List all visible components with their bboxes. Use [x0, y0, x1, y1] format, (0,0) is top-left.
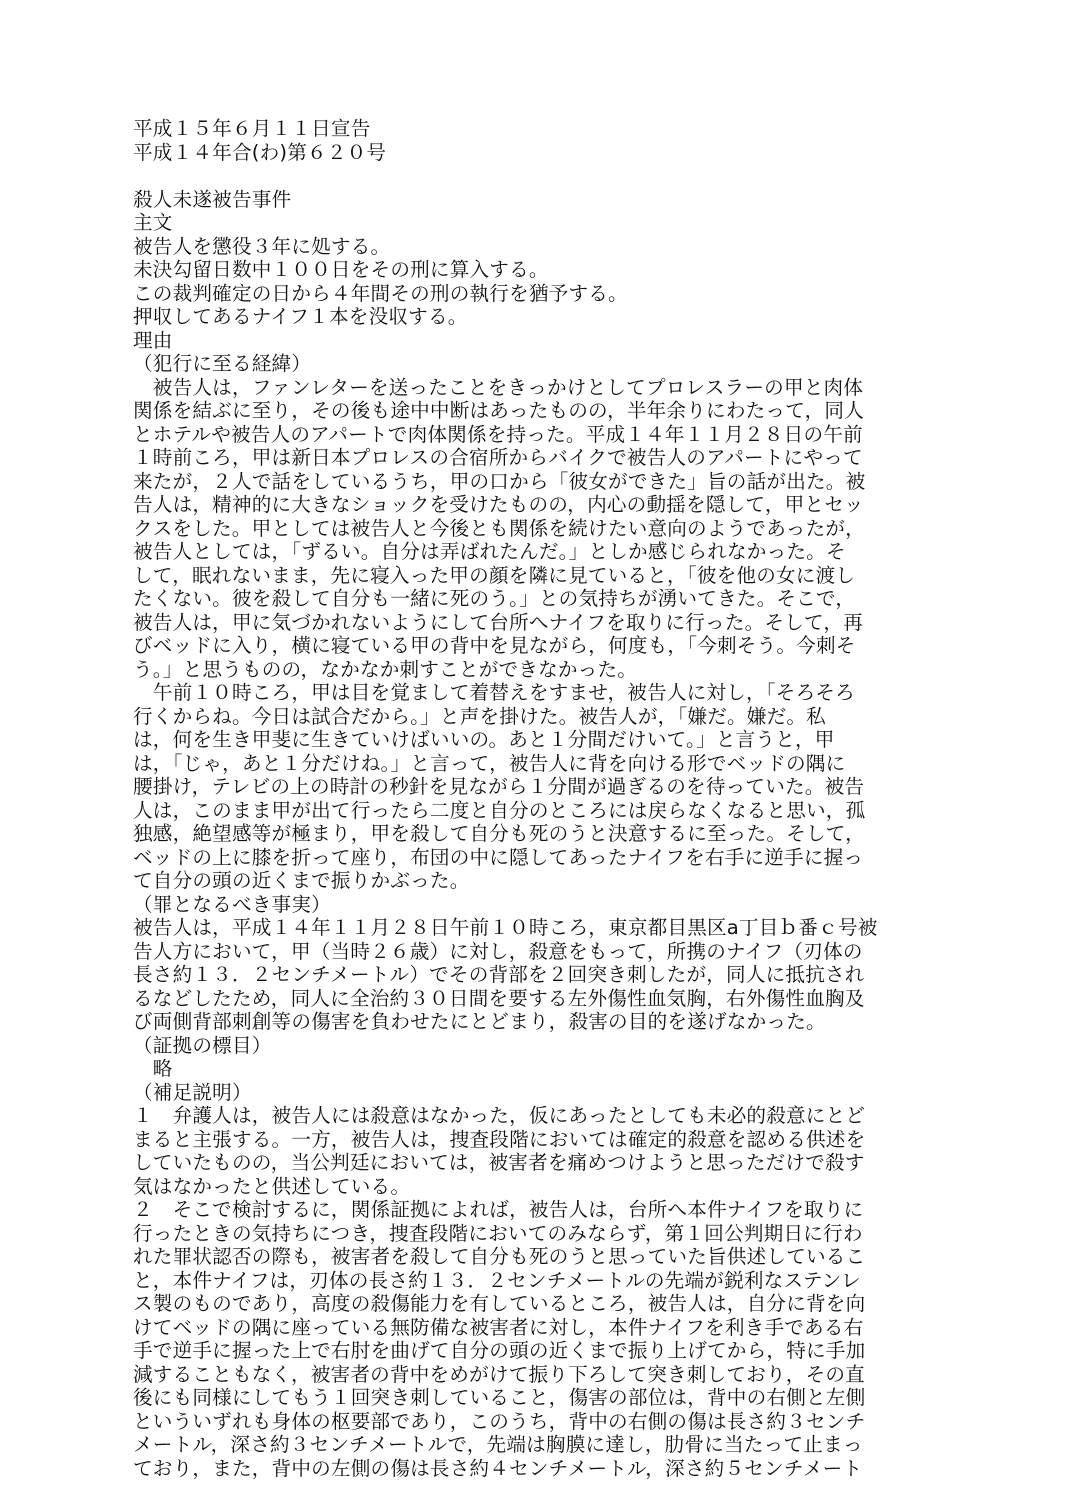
document-line: 気はなかったと供述している。 — [133, 1174, 411, 1198]
document-line: 被告人を懲役３年に処する。 — [133, 234, 391, 258]
document-line: クスをした。甲としては被告人と今後とも関係を続けたい意向のようであったが， — [133, 516, 865, 540]
document-line: るなどしたため，同人に全治約３０日間を要する左外傷性血気胸，右外傷性血胸及 — [133, 986, 865, 1010]
document-line: たくない。彼を殺して自分も一緒に死のう。」との気持ちが湧いてきた。そこで， — [133, 587, 856, 610]
document-line: び両側背部刺創等の傷害を負わせたにとどまり，殺害の目的を遂げなかった。 — [133, 1010, 826, 1033]
document-line: 略 — [133, 1057, 173, 1080]
document-line: びベッドに入り，横に寝ている甲の背中を見ながら，何度も，「今刺そう。今刺そ — [133, 634, 856, 657]
document-line: 被告人としては，「ずるい。自分は弄ばれたんだ。」としか感じられなかった。そ — [133, 540, 846, 563]
document-line: 告人は，精神的に大きなショックを受けたものの，内心の動揺を隠して，甲とセッ — [133, 493, 864, 516]
document-line: １ 弁護人は，被告人には殺意はなかった，仮にあったとしても未必的殺意にとど — [133, 1104, 866, 1127]
document-line: といういずれも身体の枢要部であり，このうち，背中の右側の傷は長さ約３センチ — [133, 1409, 866, 1433]
document-line: れた罪状認否の際も，被害者を殺して自分も死のうと思っていた旨供述しているこ — [133, 1245, 866, 1268]
document-line: （補足説明） — [133, 1080, 252, 1104]
document-line: は，「じゃ，あと１分だけね。」と言って，被告人に背を向ける形でベッドの隅に — [133, 751, 846, 775]
document-line: （罪となるべき事実） — [133, 892, 331, 916]
document-line: 主文 — [133, 211, 173, 234]
document-line: 手で逆手に握った上で右肘を曲げて自分の頭の近くまで振り上げてから，特に手加 — [133, 1339, 866, 1362]
document-line: 人は，このまま甲が出て行ったら二度と自分のところには戻らなくなると思い，孤 — [133, 798, 866, 822]
document-line: 腰掛け，テレビの上の時計の秒針を見ながら１分間が過ぎるのを待っていた。被告 — [133, 775, 865, 798]
document-line: 行ったときの気持ちにつき，捜査段階においてのみならず，第１回公判期日に行わ — [133, 1221, 863, 1245]
document-line: う。」と思うものの，なかなか刺すことができなかった。 — [133, 657, 638, 681]
document-line: 減することもなく，被害者の背中をめがけて振り下ろして突き刺しており，その直 — [133, 1362, 865, 1386]
document-line: 関係を結ぶに至り，その後も途中中断はあったものの，半年余りにわたって，同人 — [133, 399, 864, 422]
document-line: ており，また，背中の左側の傷は長さ約４センチメートル，深さ約５センチメート — [133, 1456, 863, 1480]
document-line: （犯行に至る経緯） — [133, 352, 312, 375]
document-line: 後にも同様にしてもう１回突き刺していること，傷害の部位は，背中の右側と左側 — [133, 1386, 866, 1409]
document-line: ベッドの上に膝を折って座り，布団の中に隠してあったナイフを右手に逆手に握っ — [133, 845, 864, 869]
document-line: 行くからね。今日は試合だから。」と声を掛けた。被告人が，「嫌だ。嫌だ。私 — [133, 704, 826, 728]
document-line: 被告人は，ファンレターを送ったことをきっかけとしてプロレスラーの甲と肉体 — [133, 375, 864, 399]
document-line: 殺人未遂被告事件 — [133, 187, 292, 211]
document-line: 平成１５年６月１１日宣告 — [133, 117, 371, 140]
document-line: 長さ約１３．２センチメートル）でその背部を２回突き刺したが，同人に抵抗され — [133, 963, 865, 986]
document-line: １時前ころ，甲は新日本プロレスの合宿所からバイクで被告人のアパートにやって — [133, 446, 863, 469]
document-line: 独感，絶望感等が極まり，甲を殺して自分も死のうと決意するに至った。そして， — [133, 822, 865, 845]
document-line: 平成１４年合(わ)第６２０号 — [133, 140, 387, 164]
document-line: メートル，深さ約３センチメートルで，先端は胸膜に達し，肋骨に当たって止まっ — [133, 1433, 863, 1456]
document-line: 理由 — [133, 328, 173, 352]
document-line: て自分の頭の近くまで振りかぶった。 — [133, 869, 470, 892]
document-line: 午前１０時ころ，甲は目を覚まして着替えをすませ，被告人に対し，「そろそろ — [133, 681, 855, 704]
document-line: 押収してあるナイフ１本を没収する。 — [133, 305, 468, 328]
document-line: 被告人は，平成１４年１１月２８日午前１０時ころ，東京都目黒区a丁目ｂ番ｃ号被 — [133, 916, 878, 939]
document-line: 告人方において，甲（当時２６歳）に対し，殺意をもって，所携のナイフ（刃体の — [133, 939, 863, 963]
document-line: と，本件ナイフは，刃体の長さ約１３．２センチメートルの先端が鋭利なステンレ — [133, 1268, 861, 1292]
document-line: は，何を生き甲斐に生きていけばいいの。あと１分間だけいて。」と言うと，甲 — [133, 728, 835, 751]
document-line: まると主張する。一方，被告人は，捜査段階においては確定的殺意を認める供述を — [133, 1127, 866, 1151]
document-line: 被告人は，甲に気づかれないようにして台所へナイフを取りに行った。そして，再 — [133, 610, 864, 634]
document-line: とホテルや被告人のアパートで肉体関係を持った。平成１４年１１月２８日の午前 — [133, 422, 863, 446]
document-body — [133, 117, 948, 1480]
document-line: して，眠れないまま，先に寝入った甲の顔を隣に見ていると，「彼を他の女に渡し — [133, 563, 856, 587]
document-line: ２ そこで検討するに，関係証拠によれば，被告人は，台所へ本件ナイフを取りに — [133, 1198, 864, 1221]
document-line: 未決勾留日数中１００日をその刑に算入する。 — [133, 258, 549, 281]
document-line: 来たが，２人で話をしているうち，甲の口から「彼女ができた」旨の話が出た。被 — [133, 469, 866, 493]
document-line — [133, 164, 948, 188]
document-line: （証拠の標目） — [133, 1033, 272, 1057]
document-line: この裁判確定の日から４年間その刑の執行を猶予する。 — [133, 281, 628, 305]
document-line: していたものの，当公判廷においては，被害者を痛めつけようと思っただけで殺す — [133, 1151, 865, 1174]
document-line: ス製のものであり，高度の殺傷能力を有しているところ，被告人は，自分に背を向 — [133, 1292, 866, 1315]
document-line: けてベッドの隅に座っている無防備な被害者に対し，本件ナイフを利き手である右 — [133, 1315, 864, 1339]
